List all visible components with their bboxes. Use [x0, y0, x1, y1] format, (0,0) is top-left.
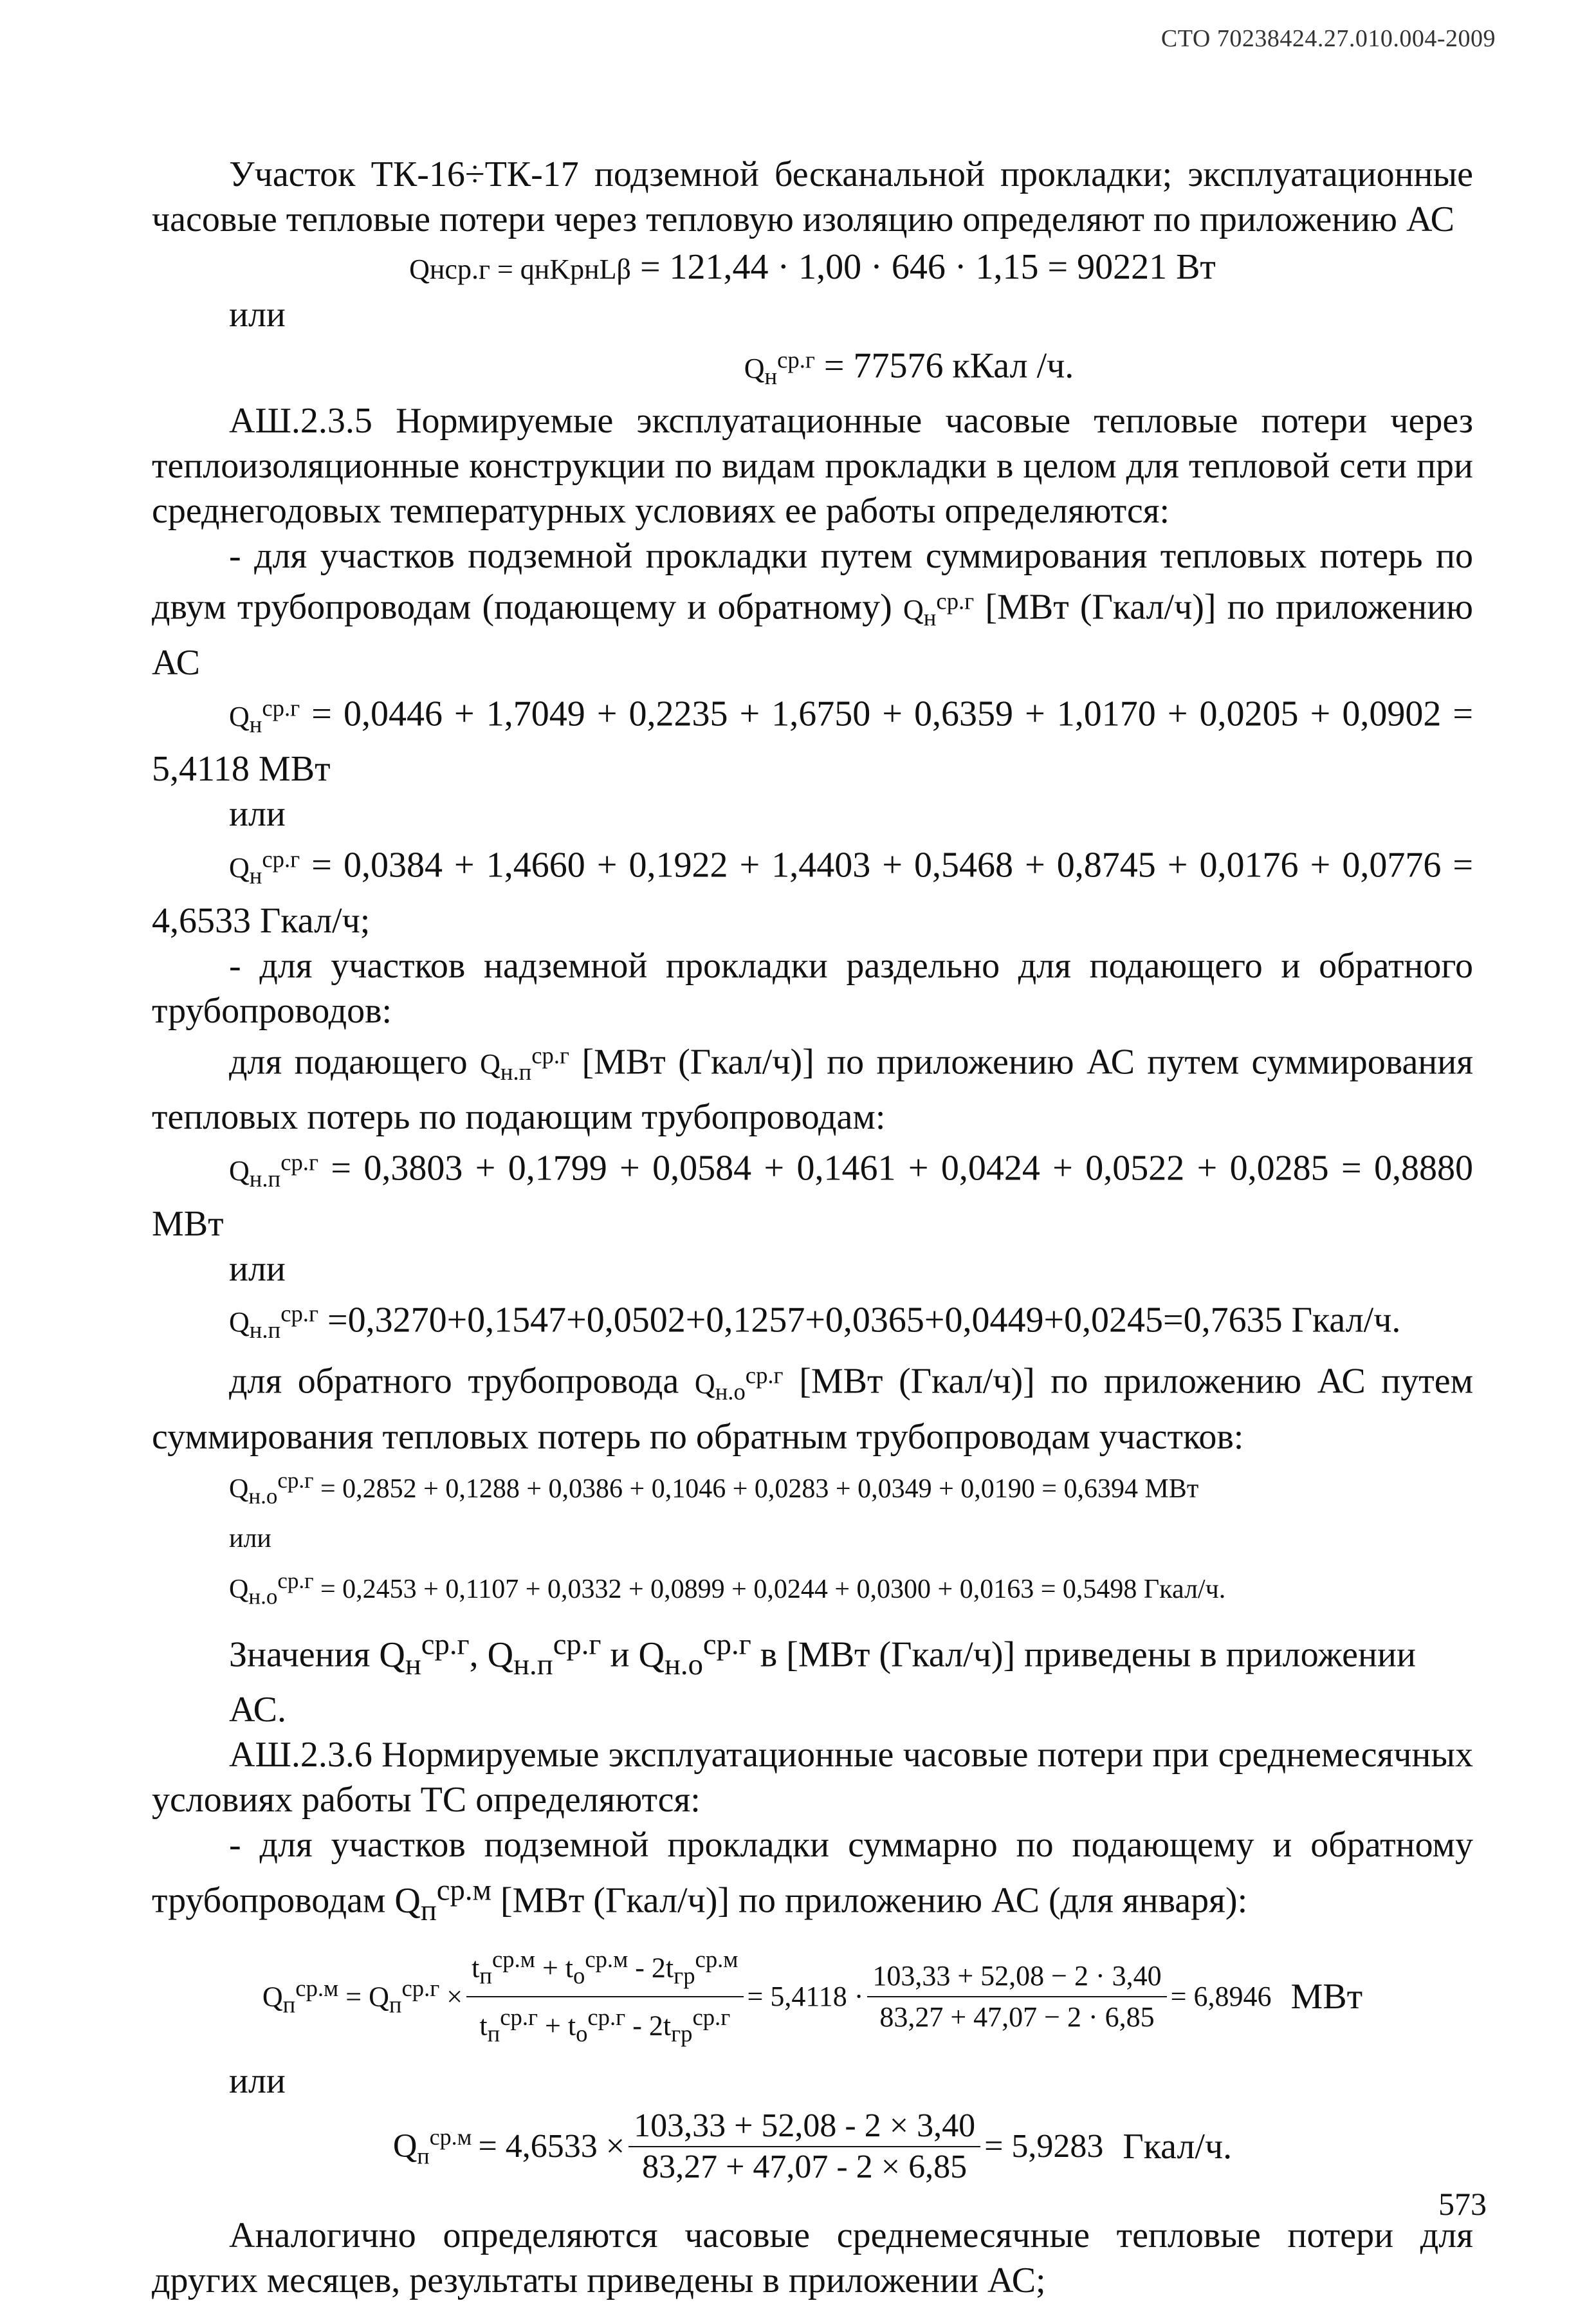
paragraph [152, 1822, 1473, 1933]
text: [МВт (Гкал/ч)] по приложению АС путем суммирования тепловых потерь по обратным трубопроводам участков: [152, 1361, 1474, 1457]
formula-symbol: $Q_{н.о}^{ср.г}$ [229, 1467, 314, 1509]
formula-fraction: $\frac{t_п^{ср.м} + t_о^{ср.м} - 2t_{гр}^{ср.м}}{t_п^{ср.г} + t_о^{ср.г} - 2t_{гр}^{ср.г}}$ [466, 1939, 743, 2053]
page-number: 573 [1438, 2186, 1487, 2222]
formula-line [152, 685, 1473, 791]
formula-symbol: $Q_{н.п}^{ср.г}$ [229, 1300, 318, 1344]
formula-symbol: $Q_{н.о}^{ср.г}$ [229, 1568, 314, 1609]
formula-symbol: $Q_н^{ср.г}$ [744, 346, 815, 389]
or-text: или [229, 1248, 286, 1289]
paragraph: Аналогично определяются часовые среднемесячные тепловые потери для других месяцев, результаты приведены в приложении АС; [152, 2215, 1473, 2300]
formula-lhs: Qнср.г = qнKрнLβ [409, 254, 631, 285]
formula-value: = 0,2453 + 0,1107 + 0,0332 + 0,0899 + 0,0244 + 0,0300 + 0,0163 = 0,5498 Гкал/ч. [320, 1575, 1226, 1605]
fraction-numerator: 103,33 + 52,08 − 2 · 3,40 [867, 1956, 1166, 1997]
text: для обратного трубопровода [229, 1361, 679, 1401]
formula-line [152, 1459, 1473, 1517]
text: Значения [229, 1635, 371, 1676]
text: - для участков подземной прокладки путем суммирования тепловых потерь по двум трубопроводам (подающему и обратному) [152, 536, 1473, 628]
formula [152, 245, 1473, 292]
paragraph [152, 1033, 1473, 1140]
fraction-denominator: 83,27 + 47,07 - 2 × 6,85 [642, 2149, 968, 2185]
text: [МВт (Гкал/ч)] по приложению АС [152, 587, 1474, 683]
formula-symbol: $Q_п^{ср.м}$ [394, 1873, 492, 1928]
formula-symbol: $Q_{н.п}^{ср.г}$ [487, 1627, 601, 1682]
paragraph [152, 1353, 1473, 1459]
or-text: или [229, 295, 286, 335]
formula-value: = 77576 кКал /ч. [823, 346, 1074, 386]
text: [МВт (Гкал/ч)] по приложению АС (для января): [500, 1880, 1248, 1921]
formula-line [152, 1560, 1473, 1618]
formula [152, 337, 1473, 398]
formula-line [152, 1291, 1473, 1353]
fraction-numerator: 103,33 + 52,08 - 2 × 3,40 [628, 2106, 980, 2147]
formula-line [152, 837, 1473, 943]
formula-rhs: = 121,44 · 1,00 · 646 · 1,15 = 90221 Вт [639, 247, 1216, 287]
formula-fraction [867, 1956, 1166, 2037]
formula-value: = 0,0384 + 1,4660 + 0,1922 + 1,4403 + 0,5468 + 0,8745 + 0,0176 + 0,0776 = 4,6533 Гкал/ч; [152, 846, 1473, 941]
text: и [610, 1635, 630, 1676]
formula-text: = 4,6533 × [478, 2128, 625, 2165]
paragraph: АШ.2.3.6 Нормируемые эксплуатационные часовые потери при среднемесячных условиях работы ТС определяются: [152, 1735, 1473, 1820]
paragraph [152, 533, 1473, 685]
formula-unit: Гкал/ч. [1123, 2127, 1233, 2167]
formula-unit: МВт [1290, 1976, 1363, 2017]
formula-fraction [628, 2106, 980, 2187]
paragraph: Участок ТК-16÷ТК-17 подземной бесканальной прокладки; эксплуатационные часовые тепловые потери через тепловую изоляцию определяют по приложению АС [152, 154, 1473, 239]
formula-result: = 5,9283 [984, 2128, 1104, 2165]
formula-symbol: $Q_н^{ср.г}$ [379, 1627, 470, 1682]
formula-symbol: $Q_{н.о}^{ср.г}$ [638, 1627, 751, 1682]
formula-symbol: $Q_п^{ср.м}$ [392, 2124, 472, 2169]
document-header: СТО 70238424.27.010.004-2009 [1160, 25, 1496, 52]
formula-symbol: $Q_н^{ср.г}$ [903, 587, 975, 631]
page-content [152, 152, 1473, 2303]
fraction-denominator: 83,27 + 47,07 − 2 · 6,85 [879, 2001, 1155, 2033]
paragraph: - для участков надземной прокладки раздельно для подающего и обратного трубопроводов: [152, 945, 1473, 1031]
formula-value: = 0,3803 + 0,1799 + 0,0584 + 0,1461 + 0,0424 + 0,0522 + 0,0285 = 0,8880 МВт [152, 1148, 1474, 1244]
formula-symbol: $Q_п^{ср.м} = Q_п^{ср.г}$ × [262, 1974, 463, 2018]
formula-symbol: $Q_н^{ср.г}$ [229, 694, 300, 737]
paragraph: АШ.2.3.5 Нормируемые эксплуатационные часовые тепловые потери через теплоизоляционные конструкции по видам прокладки в целом для тепловой сети при среднегодовых температурных условиях ее работы определяются: [152, 401, 1473, 532]
text: - для участков подземной прокладки суммарно по подающему и обратному трубопроводам [152, 1825, 1473, 1921]
formula-value: = 0,2852 + 0,1288 + 0,0386 + 0,1046 + 0,0283 + 0,0349 + 0,0190 = 0,6394 МВт [320, 1474, 1199, 1504]
formula-block [152, 2106, 1473, 2187]
formula-text: = 5,4118 · [747, 1980, 864, 2012]
formula-symbol: $Q_н^{ср.г}$ [229, 846, 300, 889]
formula-symbol: $Q_{н.п}^{ср.г}$ [229, 1149, 318, 1192]
text: в [МВт (Гкал/ч)] приведены в приложении АС. [229, 1635, 1416, 1730]
formula-line [152, 1140, 1473, 1246]
formula-symbol: $Q_{н.п}^{ср.г}$ [480, 1042, 570, 1086]
formula-value: = 0,0446 + 1,7049 + 0,2235 + 1,6750 + 0,6359 + 1,0170 + 0,0205 + 0,0902 = 5,4118 МВт [152, 694, 1473, 790]
text: для подающего [229, 1042, 468, 1082]
paragraph: Значения $Q_н^{ср.г}$, $Q_{н.п}^{ср.г}$ и $Q_{н.о}^{ср.г}$ в [МВт (Гкал/ч)] приведены в приложении АС. [229, 1627, 1416, 1730]
or-text: или [229, 794, 286, 835]
text: [МВт (Гкал/ч)] по приложению АС путем суммирования тепловых потерь по подающим трубопроводам: [152, 1042, 1474, 1138]
formula-value: =0,3270+0,1547+0,0502+0,1257+0,0365+0,0449+0,0245=0,7635 Гкал/ч. [327, 1300, 1401, 1340]
or-text: или [229, 2061, 286, 2101]
formula-block [152, 1939, 1473, 2053]
or-text: или [229, 1524, 271, 1554]
formula-result: = 6,8946 [1170, 1980, 1272, 2012]
formula-symbol: $Q_{н.о}^{ср.г}$ [694, 1362, 784, 1405]
